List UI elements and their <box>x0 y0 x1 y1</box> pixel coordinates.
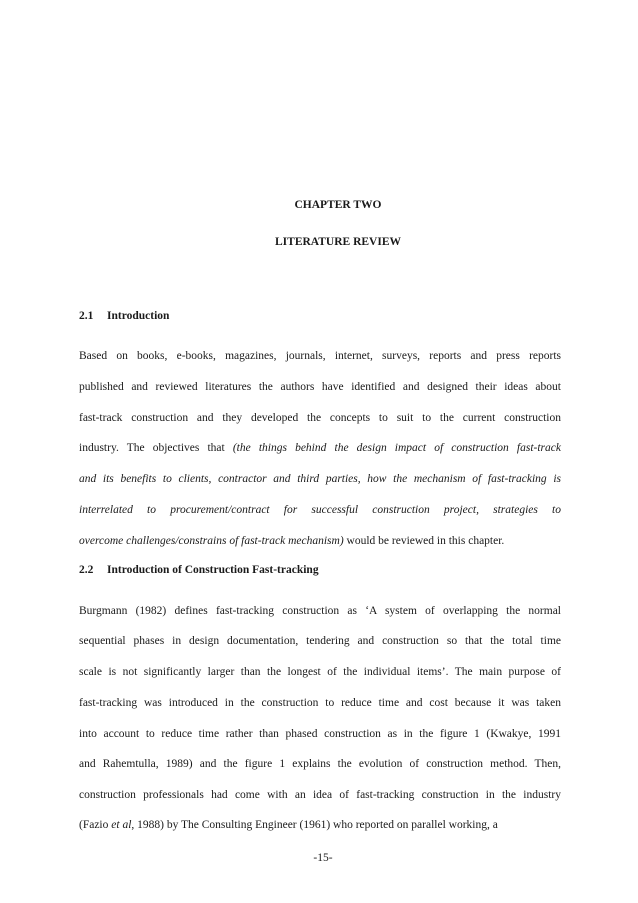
text-run: sequential phases in design documentation, tendering and construction so that the total time <box>79 635 561 647</box>
section-heading-2-2 <box>79 564 319 576</box>
text-run: industry. The objectives that <box>79 442 233 454</box>
text-run: construction professionals had come with an idea of fast-tracking construction in the industry <box>79 789 561 801</box>
chapter-subtitle: LITERATURE REVIEW <box>275 236 401 248</box>
italic-text: and its benefits to clients, contractor and third parties, how the mechanism of fast-tracking is <box>79 473 561 485</box>
text-run: Burgmann (1982) defines fast-tracking construction as ‘A system of overlapping the normal <box>79 605 561 617</box>
text-run: fast-track construction and they developed the concepts to suit to the current construction <box>79 412 561 424</box>
text-line <box>79 349 561 363</box>
section-title: Introduction of Construction Fast-tracking <box>107 564 319 576</box>
text-line <box>79 727 561 741</box>
text-line <box>79 818 561 832</box>
italic-text: overcome challenges/constrains of fast-track mechanism) <box>79 535 344 547</box>
text-run: fast-tracking was introduced in the construction to reduce time and cost because it was taken <box>79 697 561 709</box>
text-line <box>79 604 561 618</box>
italic-text: interrelated to procurement/contract for successful construction project, strategies to <box>79 504 561 516</box>
text-run: , 1988) by The Consulting Engineer (1961) who reported on parallel working, a <box>131 819 498 831</box>
italic-text: (the things behind the design impact of construction fast-track <box>232 442 561 454</box>
text-run: Based on books, e-books, magazines, journals, internet, surveys, reports and press reports <box>79 350 561 362</box>
text-line <box>79 503 561 517</box>
text-run: (Fazio <box>79 819 112 831</box>
page-number-text: -15- <box>313 852 333 864</box>
chapter-title: CHAPTER TWO <box>294 199 382 211</box>
text-run: scale is not significantly larger than the longest of the individual items’. The main purpose of <box>79 666 561 678</box>
text-line <box>79 441 561 455</box>
section-number: 2.1 <box>79 310 94 322</box>
page-number <box>0 852 638 864</box>
text-run: and Rahemtulla, 1989) and the figure 1 explains the evolution of construction method. Then, <box>79 758 561 770</box>
section-number: 2.2 <box>79 564 94 576</box>
text-line <box>79 788 561 802</box>
text-run: into account to reduce time rather than phased construction as in the figure 1 (Kwakye, 1991 <box>79 728 561 740</box>
text-line <box>79 634 561 648</box>
text-run: would be reviewed in this chapter. <box>343 535 505 547</box>
italic-text: et al <box>111 819 132 831</box>
text-line <box>79 411 561 425</box>
text-line <box>79 757 561 771</box>
section-title: Introduction <box>107 310 170 322</box>
section-heading-2-1 <box>79 310 169 322</box>
text-line <box>79 534 561 548</box>
text-line <box>79 472 561 486</box>
text-run: published and reviewed literatures the authors have identified and designed their ideas about <box>79 381 561 393</box>
text-line <box>79 380 561 394</box>
text-line <box>79 696 561 710</box>
text-line <box>79 665 561 679</box>
